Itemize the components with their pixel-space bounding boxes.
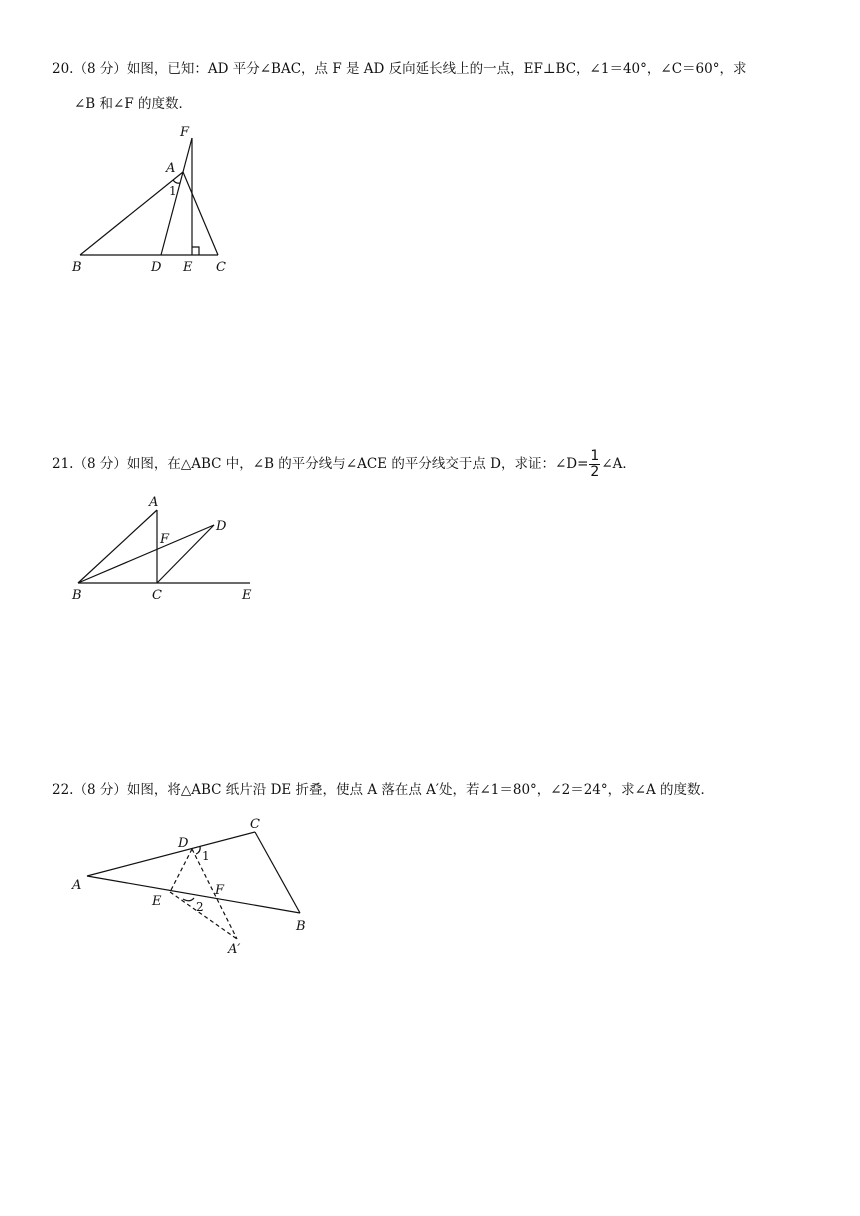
fraction-denominator: 2: [590, 464, 600, 480]
label-F: F: [160, 532, 170, 547]
figure-21: [60, 490, 270, 605]
segment-AB: [80, 172, 183, 255]
label-F: F: [180, 125, 190, 140]
question-20: [52, 52, 822, 122]
fold-line-DE: [170, 849, 192, 892]
label-D: D: [216, 519, 227, 534]
question-22: [52, 773, 822, 808]
label-F: F: [215, 883, 225, 898]
label-B: B: [296, 919, 306, 934]
question-21: [52, 447, 822, 482]
label-E: E: [152, 894, 162, 909]
label-D: D: [178, 836, 189, 851]
label-A: A: [149, 495, 159, 510]
label-C: C: [250, 817, 260, 832]
segment-AC: [87, 832, 255, 876]
label-D: D: [151, 260, 162, 275]
segment-BD: [78, 525, 214, 583]
segment-AC: [183, 172, 218, 255]
question-21-text-end: ∠A．: [601, 456, 636, 472]
label-C: C: [152, 588, 162, 603]
fraction-numerator: 1: [590, 448, 600, 464]
label-A: A: [72, 878, 82, 893]
label-E: E: [183, 260, 193, 275]
angle-2-arc: [183, 898, 194, 901]
label-B: B: [72, 260, 82, 275]
right-angle-mark: [192, 247, 199, 255]
segment-AB: [87, 876, 300, 913]
angle-1-arc: [173, 180, 180, 183]
segment-CB: [255, 832, 300, 913]
figure-20: [60, 122, 250, 282]
segment-BA: [78, 510, 157, 583]
label-E: E: [242, 588, 252, 603]
question-20-line-1: 20.（8 分）如图，已知：AD 平分∠BAC，点 F 是 AD 反向延长线上的一点，EF⊥BC，∠1＝40°，∠C＝60°，求: [52, 61, 747, 77]
figure-22: [60, 812, 320, 962]
label-C: C: [216, 260, 226, 275]
label-A-prime: A′: [228, 942, 241, 957]
question-22-line-1: 22.（8 分）如图，将△ABC 纸片沿 DE 折叠，使点 A 落在点 A′处，若∠1＝80°，∠2＝24°，求∠A 的度数．: [52, 782, 714, 798]
fraction-one-half: [589, 449, 600, 480]
label-angle-1: 1: [169, 184, 177, 198]
label-B: B: [72, 588, 82, 603]
label-angle-2: 2: [196, 900, 204, 914]
question-21-text: 21.（8 分）如图，在△ABC 中，∠B 的平分线与∠ACE 的平分线交于点 D，求证：∠D=: [52, 456, 589, 472]
label-angle-1: 1: [202, 849, 210, 863]
label-A: A: [166, 161, 176, 176]
question-20-line-2: ∠B 和∠F 的度数．: [74, 96, 192, 112]
